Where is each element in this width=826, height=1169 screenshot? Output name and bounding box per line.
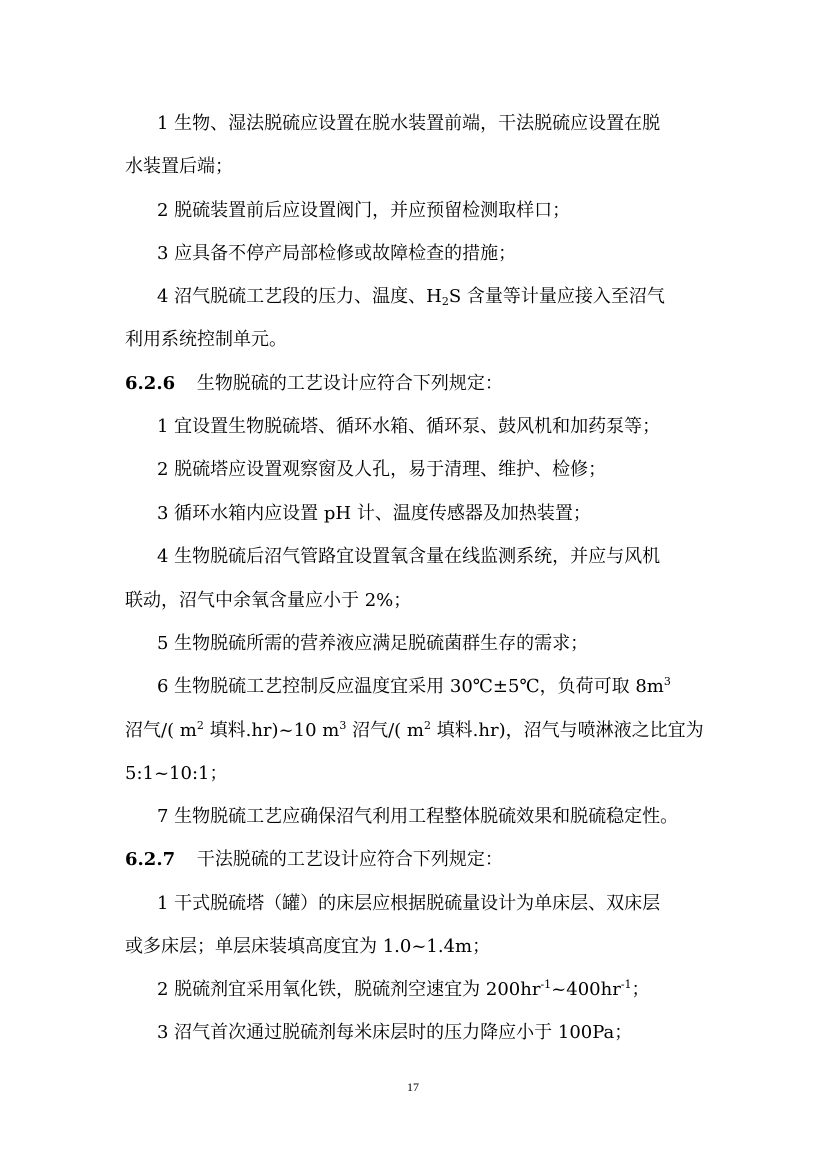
text-span: 或多床层；单层床装填高度宜为 1.0~1.4m；	[125, 936, 491, 957]
text-span: 5 生物脱硫所需的营养液应满足脱硫菌群生存的需求；	[157, 633, 589, 654]
subscript: 2	[441, 295, 449, 308]
text-span: 2 脱硫装置前后应设置阀门，并应预留检测取样口；	[157, 200, 571, 221]
text-span: 沼气/( m	[125, 720, 197, 741]
paragraph-line	[157, 632, 588, 656]
paragraph-line	[125, 589, 411, 613]
page-number: 17	[407, 1080, 419, 1094]
paragraph-line	[157, 675, 671, 699]
paragraph-line	[125, 762, 227, 786]
text-span: 1 干式脱硫塔（罐）的床层应根据脱硫量设计为单床层、双床层	[157, 893, 661, 914]
paragraph-line	[125, 328, 287, 352]
paragraph-line	[125, 155, 233, 179]
superscript: 3	[663, 675, 671, 688]
text-span: 水装置后端；	[125, 156, 233, 177]
section-title: 生物脱硫的工艺设计应符合下列规定：	[196, 373, 503, 394]
section-number: 6.2.7	[125, 849, 176, 870]
paragraph-line	[157, 285, 665, 309]
text-span: S 含量等计量应接入至沼气	[448, 286, 665, 307]
paragraph-line	[157, 415, 660, 439]
paragraph-line	[157, 892, 660, 916]
section-number: 6.2.6	[125, 373, 176, 394]
section-title: 干法脱硫的工艺设计应符合下列规定：	[196, 849, 503, 870]
paragraph-line	[157, 199, 570, 223]
text-span: 1 生物、湿法脱硫应设置在脱水装置前端，干法脱硫应设置在脱	[157, 113, 661, 134]
paragraph-line	[157, 545, 660, 569]
superscript: -1	[540, 978, 552, 991]
text-span: 联动，沼气中余氧含量应小于 2%；	[125, 590, 412, 611]
section-heading	[125, 848, 503, 872]
superscript: -1	[620, 978, 632, 991]
text-span: 沼气/( m	[346, 720, 424, 741]
text-span: 5:1~10:1；	[125, 763, 228, 784]
text-span: 填料.hr)~10 m	[203, 720, 340, 741]
superscript: 3	[339, 719, 347, 732]
paragraph-line	[157, 242, 516, 266]
text-span: 3 沼气首次通过脱硫剂每米床层时的压力降应小于 100Pa；	[157, 1022, 633, 1043]
text-span: ~400hr	[551, 979, 621, 1000]
paragraph-line	[157, 112, 660, 136]
section-heading	[125, 372, 503, 396]
text-span: 7 生物脱硫工艺应确保沼气利用工程整体脱硫效果和脱硫稳定性。	[157, 806, 679, 827]
text-span: 4 沼气脱硫工艺段的压力、温度、H	[157, 286, 442, 307]
paragraph-line	[157, 805, 678, 829]
paragraph-line	[125, 719, 704, 743]
text-span: 2 脱硫塔应设置观察窗及人孔，易于清理、维护、检修；	[157, 459, 607, 480]
text-span: 2 脱硫剂宜采用氧化铁，脱硫剂空速宜为 200hr	[157, 979, 541, 1000]
text-span: 填料.hr)，沼气与喷淋液之比宜为	[430, 720, 704, 741]
paragraph-line	[157, 502, 591, 526]
paragraph-line	[157, 458, 606, 482]
text-span: 4 生物脱硫后沼气管路宜设置氧含量在线监测系统，并应与风机	[157, 546, 661, 567]
text-span: 利用系统控制单元。	[125, 329, 287, 350]
superscript: 2	[196, 719, 204, 732]
paragraph-line	[157, 978, 650, 1002]
superscript: 2	[423, 719, 431, 732]
text-span: 3 应具备不停产局部检修或故障检查的措施；	[157, 243, 517, 264]
paragraph-line	[157, 1021, 632, 1045]
paragraph-line	[125, 935, 490, 959]
text-span: 6 生物脱硫工艺控制反应温度宜采用 30℃±5℃，负荷可取 8m	[157, 676, 664, 697]
text-span: 3 循环水箱内应设置 pH 计、温度传感器及加热装置；	[157, 503, 591, 524]
text-span: ；	[631, 979, 650, 1000]
text-span: 1 宜设置生物脱硫塔、循环水箱、循环泵、鼓风机和加药泵等；	[157, 416, 661, 437]
